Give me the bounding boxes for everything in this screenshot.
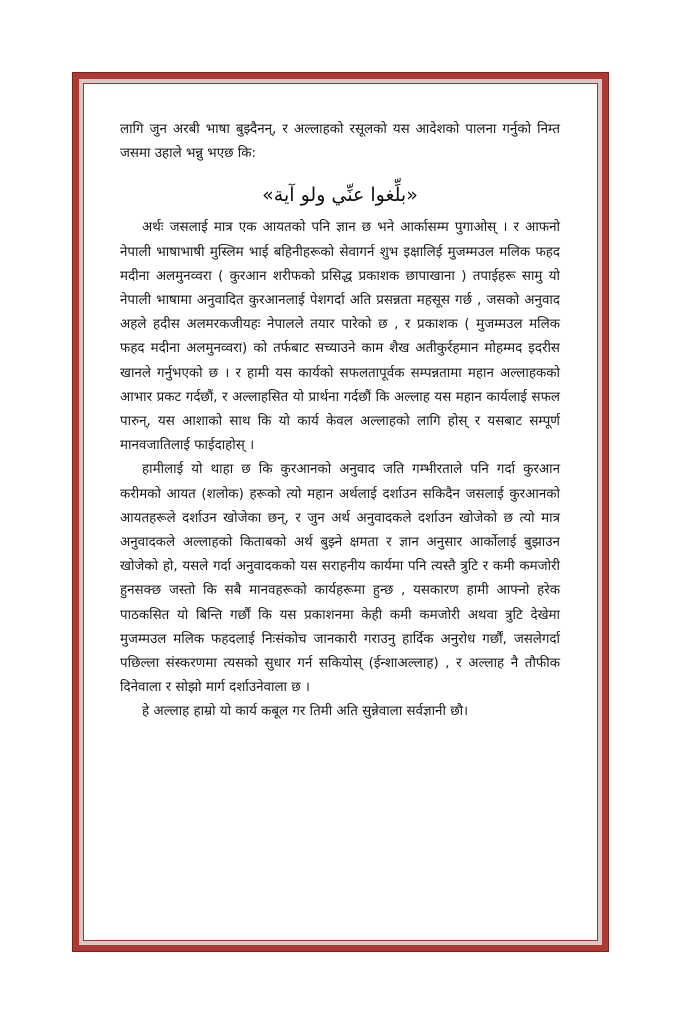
intro-paragraph: लागि जुन अरबी भाषा बुझ्दैनन्, र अल्लाहको रसूलको यस आदेशको पालना गर्नुको निम्त जसमा उहाले भन्नु भएछ कि: — [120, 122, 560, 162]
page-text-body — [120, 118, 560, 725]
translation-note-paragraph: हामीलाई यो थाहा छ कि कुरआनको अनुवाद जति गम्भीरताले पनि गर्दा कुरआन करीमको आयत (शलोक) हरूको त्यो महान अर्थलाई दर्शाउन सकिदैन जसलाई कुरआनको आयतहरूले दर्शाउन खोजेका छन्, र जुन अर्थ अनुवादकले दर्शाउन खोजेको छ त्यो मात्र अनुवादकले अल्लाहको किताबको अर्थ बुझ्ने क्षमता र ज्ञान अनुसार आर्कोलाई बुझाउन खोजेको हो, यसले गर्दा अनुवादकको यस सराहनीय कार्यमा पनि त्यस्तै त्रुटि र कमी कमजोरी हुनसक्छ जस्तो कि सबै मानवहरूको कार्यहरूमा हुन्छ , यसकारण हामी आफ्नो हरेक पाठकसित यो बिन्ति गर्छौं कि यस प्रकाशनमा केही कमी कमजोरी अथवा त्रुटि देखेमा मुजम्मउल मलिक फहदलाई निःसंकोच जानकारी गराउनु हार्दिक अनुरोध गर्छौं, जसलेगर्दा पछिल्ला संस्करणमा त्यसको सुधार गर्न सकियोस् (ईन्शाअल्लाह) , र अल्लाह नै तौफीक दिनेवाला र सोझो मार्ग दर्शाउनेवाला छ । — [120, 462, 560, 696]
closing-prayer-paragraph: हे अल्लाह हाम्रो यो कार्य कबूल गर तिमी अति सुन्नेवाला सर्वज्ञानी छौ। — [142, 704, 469, 720]
meaning-paragraph: अर्थः जसलाई मात्र एक आयतको पनि ज्ञान छ भने आर्कासम्म पुगाओस् । र आफनो नेपाली भाषाभाषी मुस्लिम भाई बहिनीहरूको सेवागर्न शुभ इक्षालिई मुजम्मउल मलिक फहद मदीना अलमुनव्वरा ( कुरआन शरीफको प्रसिद्ध प्रकाशक छापाखाना ) तपाईहरू सामु यो नेपाली भाषामा अनुवादित कुरआनलाई पेशगर्दा अति प्रसन्नता महसूस गर्छ , जसको अनुवाद अहले हदीस अलमरकजीयहः नेपालले तयार पारेको छ , र प्रकाशक ( मुजम्मउल मलिक फहद मदीना अलमुनव्वरा) को तर्फबाट सच्याउने काम शैख अतीकुर्रहमान मोहम्मद इदरीस खानले गर्नुभएको छ । र हामी यस कार्यको सफलतापूर्वक सम्पन्नतामा महान अल्लाहकको आभार प्रकट गर्दछौं, र अल्लाहसित यो प्रार्थना गर्दछौं कि अल्लाह यस महान कार्यलाई सफल पारुन्, यस आशाको साथ कि यो कार्य केवल अल्लाहको लागि होस् र यसबाट सम्पूर्ण मानवजातिलाई फाईदाहोस् । — [120, 220, 560, 454]
arabic-hadith-verse: «بلِّغوا عنِّي ولو آية» — [262, 184, 418, 207]
